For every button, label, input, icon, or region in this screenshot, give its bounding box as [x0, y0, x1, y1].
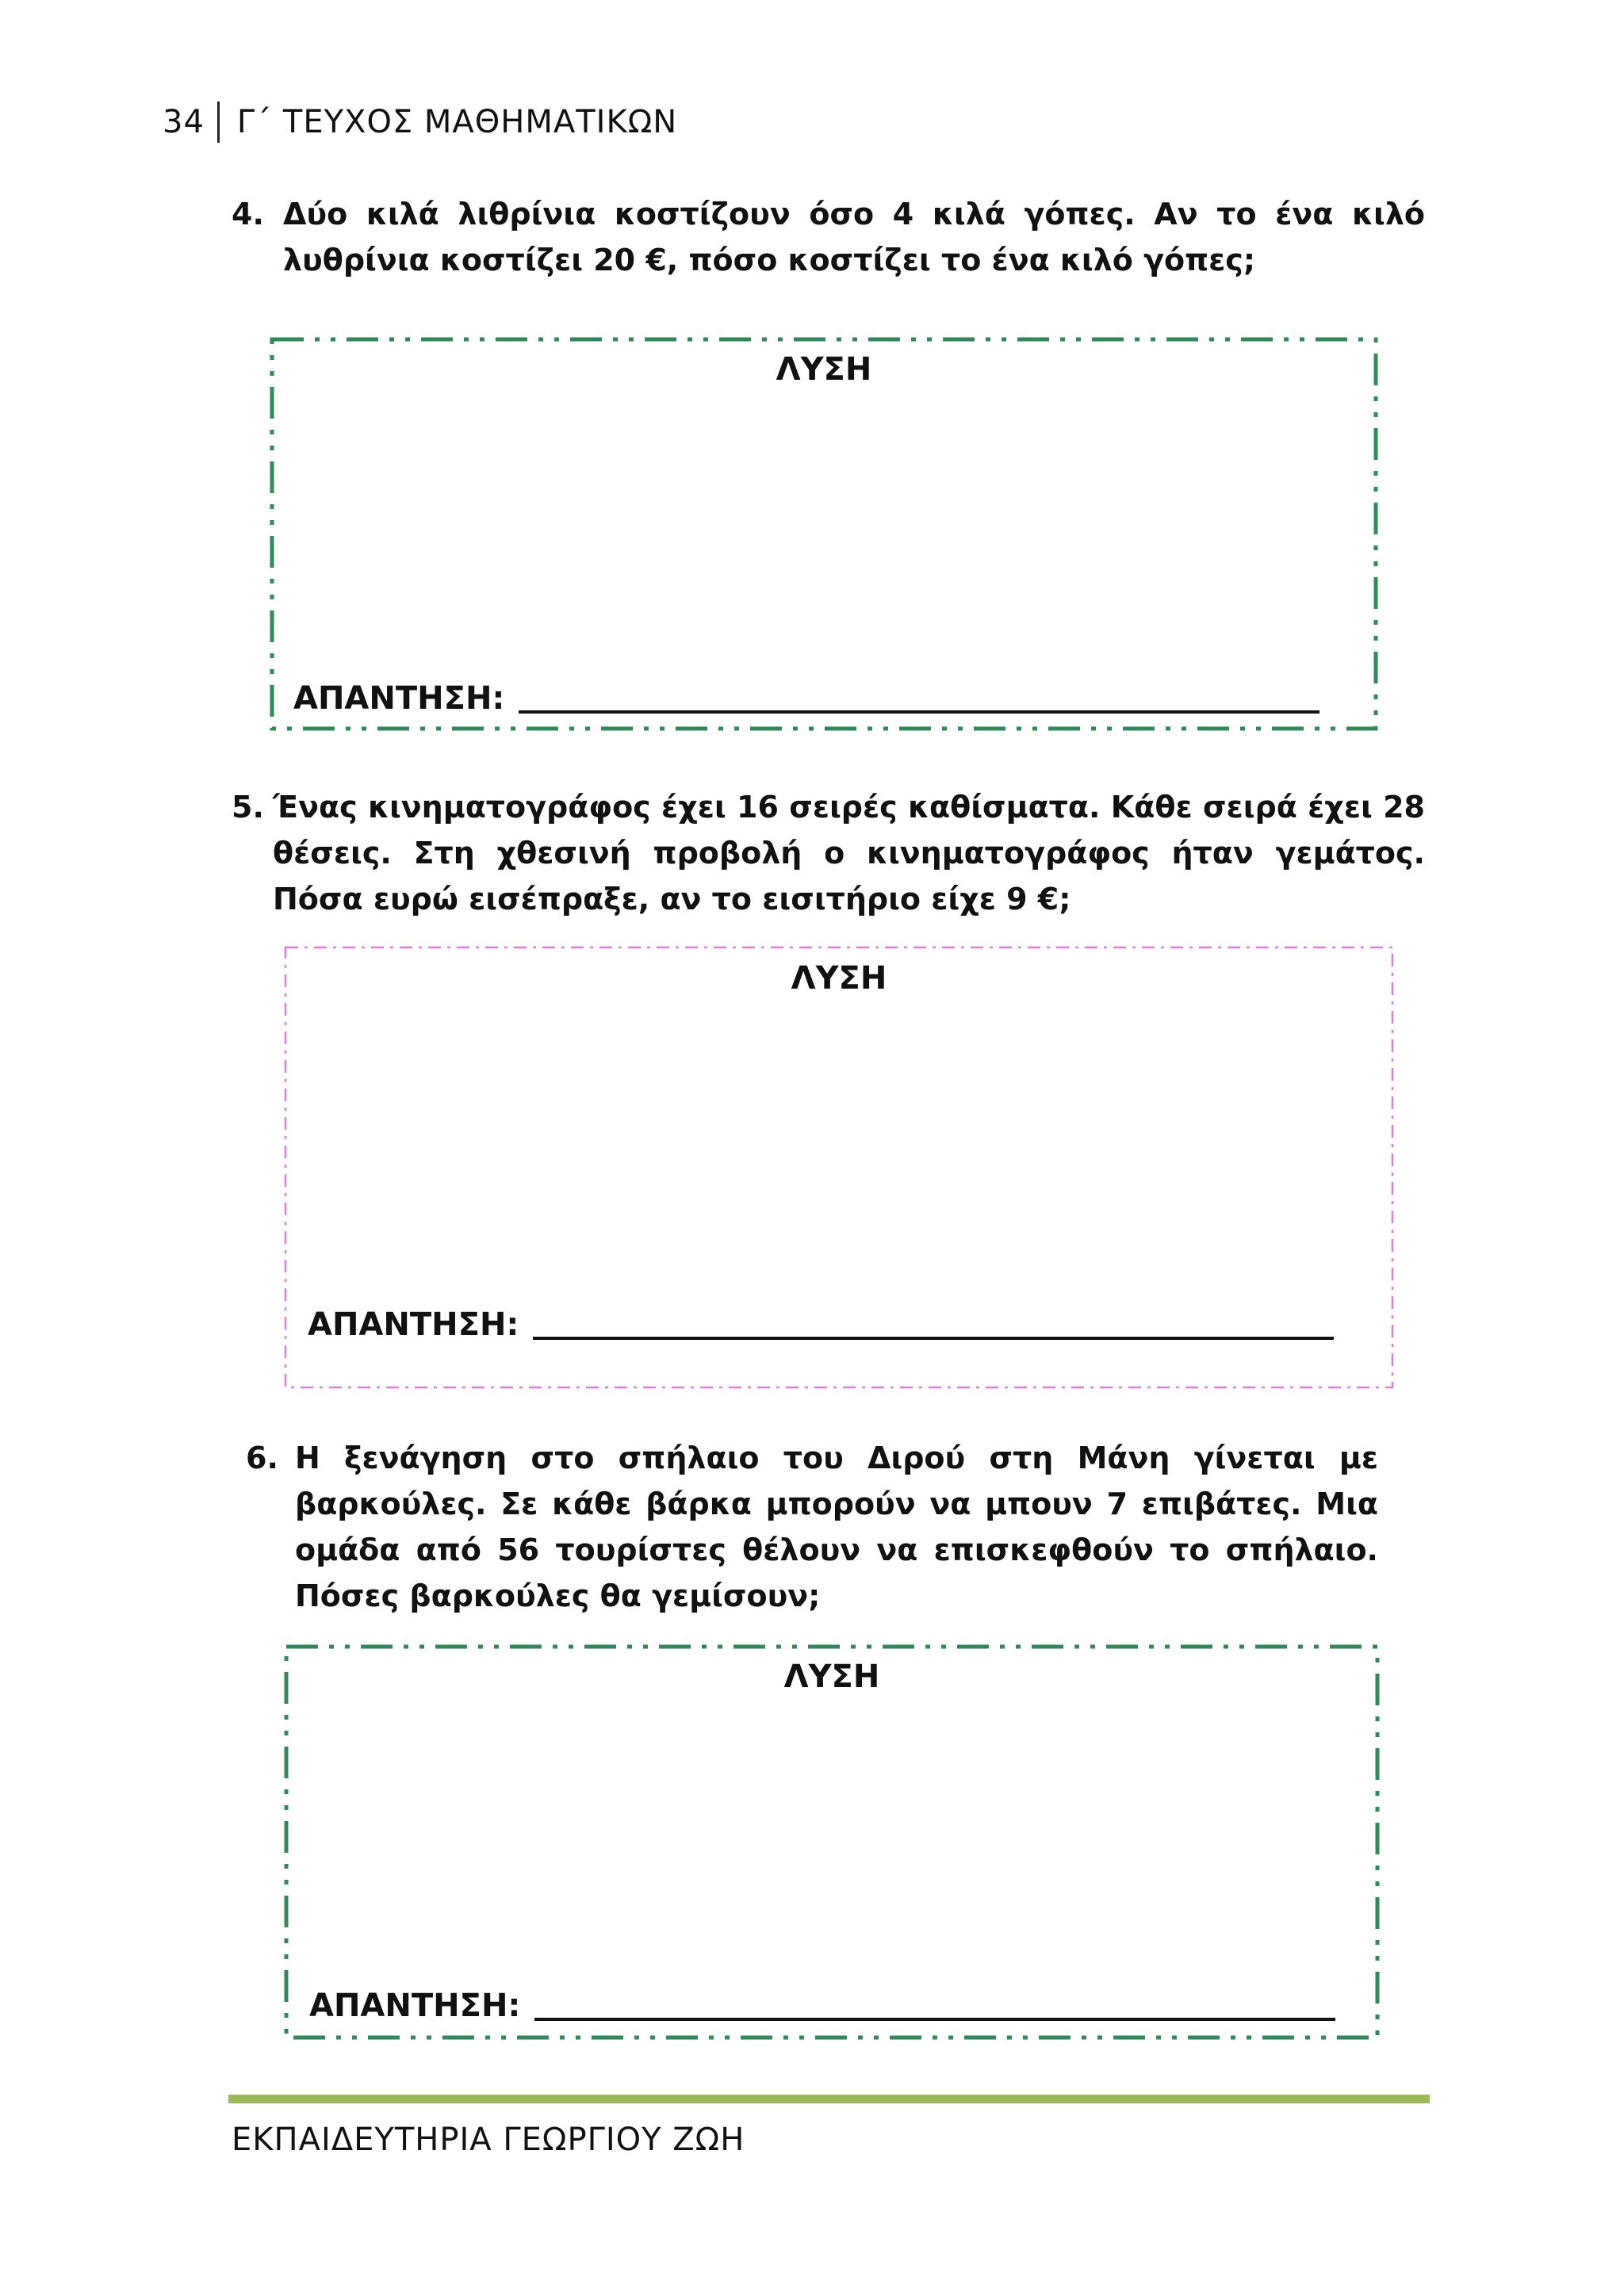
- answer-input-line[interactable]: [533, 1337, 1334, 1340]
- answer-row: [309, 1988, 1335, 2024]
- answer-input-line[interactable]: [519, 710, 1320, 714]
- question-6: [246, 1435, 1378, 1619]
- answer-label: ΑΠΑΝΤΗΣΗ:: [293, 680, 505, 717]
- answer-label: ΑΠΑΝΤΗΣΗ:: [308, 1307, 519, 1343]
- question-text: Ένας κινηματογράφος έχει 16 σειρές καθίσματα. Κάθε σειρά έχει 28 θέσεις. Στη χθεσινή προβολή ο κινηματογράφος ήταν γεμάτος. Πόσα ευρώ εισέπραξε, αν το εισιτήριο είχε 9 €;: [273, 790, 1425, 916]
- question-text: Η ξενάγηση στο σπήλαιο του Διρού στη Μάνη γίνεται με βαρκούλες. Σε κάθε βάρκα μπορούν να μπουν 7 επιβάτες. Μια ομάδα από 56 τουρίστες θέλουν να επισκεφθούν το σπήλαιο. Πόσες βαρκούλες θα γεμίσουν;: [295, 1441, 1378, 1613]
- header-divider: [217, 101, 220, 143]
- solution-label: ΛΥΣΗ: [783, 1659, 880, 1695]
- question-text: Δύο κιλά λιθρίνια κοστίζουν όσο 4 κιλά γόπες. Αν το ένα κιλό λυθρίνια κοστίζει 20 €, πόσο κοστίζει το ένα κιλό γόπες;: [283, 197, 1425, 277]
- answer-input-line[interactable]: [534, 2018, 1335, 2021]
- dash-dot-frame: [270, 337, 1378, 731]
- page-header: [163, 100, 677, 144]
- solution-label: ΛΥΣΗ: [776, 351, 872, 388]
- page-number: 34: [163, 104, 205, 140]
- question-number: 6.: [246, 1441, 278, 1475]
- booklet-title: Γ΄ ΤΕΥΧΟΣ ΜΑΘΗΜΑΤΙΚΩΝ: [236, 104, 678, 140]
- footer-school-name: ΕΚΠΑΙΔΕΥΤΗΡΙΑ ΓΕΩΡΓΙΟΥ ΖΩΗ: [232, 2122, 745, 2158]
- solution-box-6: [284, 1644, 1380, 2040]
- question-number: 5.: [232, 790, 264, 825]
- footer-rule: [228, 2095, 1430, 2103]
- question-number: 4.: [232, 197, 264, 232]
- solution-box-5: [284, 946, 1394, 1389]
- question-5: [232, 784, 1425, 922]
- answer-label: ΑΠΑΝΤΗΣΗ:: [309, 1988, 521, 2024]
- solution-box-4: [270, 337, 1378, 731]
- answer-row: [308, 1307, 1334, 1343]
- question-4: [232, 191, 1425, 283]
- solution-label: ΛΥΣΗ: [791, 960, 887, 997]
- dash-dot-frame: [284, 1644, 1380, 2040]
- answer-row: [293, 680, 1320, 717]
